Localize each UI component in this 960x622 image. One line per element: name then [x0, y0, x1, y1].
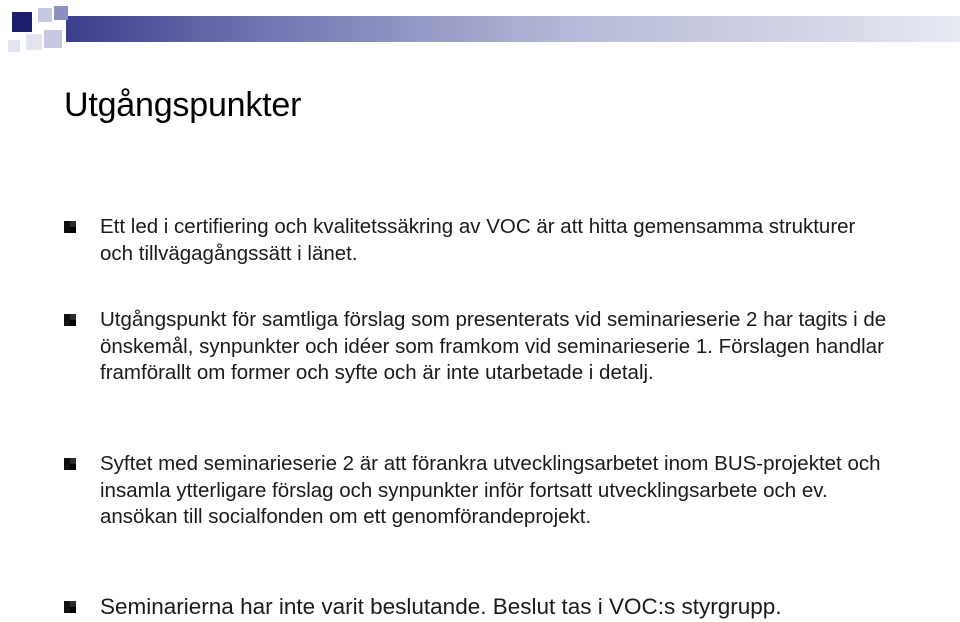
bullet-marker-icon	[64, 314, 76, 326]
bullet-text: Utgångspunkt för samtliga förslag som presenterats vid seminarieserie 2 har tagits i de önskemål, synpunkter och idéer som framkom vid seminarieserie 1. Förslagen handlar framförallt om former och syfte och är inte utarbetade i detalj.	[100, 308, 887, 384]
slide-title: Utgångspunkter	[64, 86, 302, 124]
bullet-item	[64, 307, 894, 387]
bullet-marker-icon	[64, 601, 76, 613]
bullet-marker-icon	[64, 221, 76, 233]
decorative-square	[8, 40, 20, 52]
decorative-square	[26, 34, 42, 50]
bullet-marker-icon	[64, 458, 76, 470]
bullet-item	[64, 214, 894, 267]
bullet-item	[64, 593, 894, 621]
bullet-item	[64, 451, 894, 531]
bullet-text: Syftet med seminarieserie 2 är att förankra utvecklingsarbetet inom BUS-projektet och insamla ytterligare förslag och synpunkter inför fortsatt utvecklingsarbete och ev. ansökan till socialfonden om ett genomförandeprojekt.	[100, 452, 881, 528]
bullet-text: Seminarierna har inte varit beslutande. Beslut tas i VOC:s styrgrupp.	[100, 594, 782, 619]
bullet-text: Ett led i certifiering och kvalitetssäkring av VOC är att hitta gemensamma strukturer och tillvägagångssätt i länet.	[100, 215, 856, 265]
decorative-square	[12, 12, 32, 32]
decorative-square	[44, 30, 62, 48]
decorative-square	[38, 8, 52, 22]
bullet-list	[64, 0, 894, 622]
